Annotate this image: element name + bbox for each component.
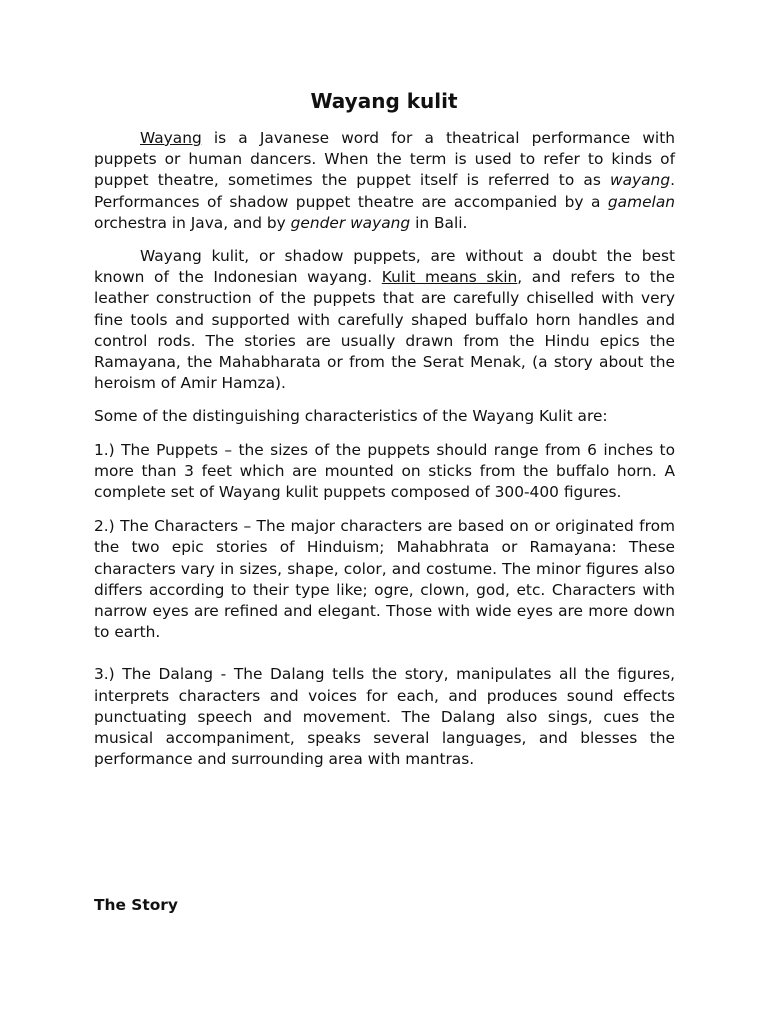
paragraph-wayang-kulit: [94, 246, 675, 394]
text-run: , and refers to the leather construction of the puppets that are carefully chiselled with very fine tools and supported with carefully shaped buffalo horn handles and control rods. The stories are usually drawn from the Hindu epics the Ramayana, the Mahabharata or from the Serat Menak, (a story about the heroism of Amir Hamza).: [94, 268, 676, 393]
list-item-characters: [94, 516, 675, 643]
paragraph-intro: [94, 128, 675, 234]
text-run: orchestra in Java, and by: [94, 213, 291, 232]
page-title: Wayang kulit: [310, 89, 458, 113]
list-item-dalang: [94, 664, 675, 770]
underlined-text: Wayang: [140, 129, 202, 147]
section-heading: The Story: [94, 896, 178, 914]
text-run: . Performances of shadow puppet theatre are accompanied by a: [94, 171, 675, 211]
text-run: Wayang kulit, or shadow puppets, are without a doubt the best known of the Indonesian wayang.: [94, 247, 675, 287]
underlined-text: Kulit means skin: [381, 268, 518, 287]
text-run: Some of the distinguishing characteristics of the Wayang Kulit are:: [94, 407, 608, 426]
text-run: 2.) The Characters – The major characters are based on or originated from the two epic stories of Hinduism; Mahabhrata or Ramayana: These characters vary in sizes, shape, color, and costume. The minor figures also differs according to their type like; ogre, clown, god, etc. Characters with narrow eyes are refined and elegant. Those with wide eyes are more down to earth.: [94, 517, 675, 642]
text-run: is a Javanese word for a theatrical performance with puppets or human dancers. When the term is used to refer to kinds of puppet theatre, sometimes the puppet itself is referred to as: [94, 129, 675, 190]
italic-text: wayang: [610, 171, 671, 190]
italic-text: gamelan: [607, 192, 675, 211]
text-run: in Bali.: [410, 213, 468, 232]
document-body: [94, 128, 675, 770]
text-run: 3.) The Dalang - The Dalang tells the story, manipulates all the figures, interprets characters and voices for each, and produces sound effects punctuating speech and movement. The Dalang also sings, cues the musical accompaniment, speaks several languages, and blesses the performance and surrounding area with mantras.: [94, 665, 675, 769]
italic-text: gender wayang: [290, 213, 411, 232]
text-run: 1.) The Puppets – the sizes of the puppets should range from 6 inches to more than 3 feet which are mounted on sticks from the buffalo horn. A complete set of Wayang kulit puppets composed of 300-400 figures.: [94, 440, 675, 502]
paragraph-characteristics-lead: [94, 406, 675, 427]
list-item-puppets: [94, 440, 675, 504]
